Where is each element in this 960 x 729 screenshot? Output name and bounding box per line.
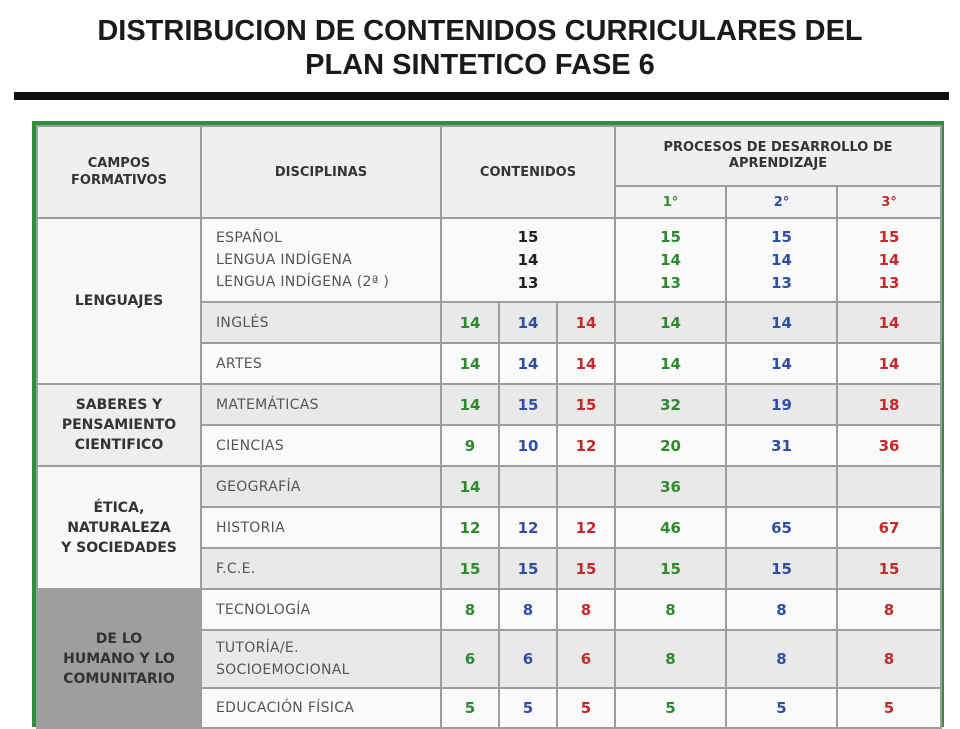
campo-line: COMUNITARIO [63,670,175,687]
contenido-grade-3: 12 [557,507,615,548]
pda-grade-2: 8 [726,589,837,630]
pda-grade-3 [837,218,941,302]
disciplina-line: SOCIOEMOCIONAL [216,662,350,678]
pda-grade-2 [726,466,837,507]
contenido-grade-2 [499,466,557,507]
table-row [37,384,941,425]
disciplina-cell [201,218,441,302]
contenido-grade-3: 12 [557,425,615,466]
pda-grade-2: 31 [726,425,837,466]
pda-value: 13 [878,273,900,292]
campo-line: NATURALEZA [67,519,171,536]
contenido-grade-1: 12 [441,507,499,548]
pda-grade-1: 32 [615,384,726,425]
header-grade-1: 1° [615,186,726,218]
campo-line: CIENTIFICO [74,437,164,453]
disciplina-espanol: ESPAÑOL [216,230,283,246]
contenidos-merged [441,218,615,302]
page-title [0,14,960,82]
contenido-grade-1: 14 [441,384,499,425]
pda-grade-1: 15 [615,548,726,589]
contenido-grade-1: 9 [441,425,499,466]
contenido-grade-3: 14 [557,302,615,343]
pda-grade-1: 14 [615,302,726,343]
header-campos-formativos [37,126,201,218]
contenido-value: 13 [517,273,539,292]
campo-line: HUMANO Y LO [63,650,175,667]
contenido-grade-1: 5 [441,688,499,728]
header-grade-2: 2° [726,186,837,218]
curriculum-table [36,125,942,729]
disciplina-fce: F.C.E. [201,548,441,589]
pda-grade-2: 65 [726,507,837,548]
pda-grade-2: 19 [726,384,837,425]
disciplina-line: TUTORÍA/E. [216,640,299,656]
pda-grade-3: 5 [837,688,941,728]
title-line-1: DISTRIBUCION DE CONTENIDOS CURRICULARES DEL [97,15,863,47]
pda-grade-3: 8 [837,589,941,630]
pda-grade-2: 15 [726,548,837,589]
contenido-value: 14 [517,250,539,269]
disciplina-artes: ARTES [201,343,441,384]
pda-grade-1 [615,218,726,302]
pda-grade-3: 15 [837,548,941,589]
campo-line: PENSAMIENTO [61,417,177,433]
contenido-grade-2: 6 [499,630,557,688]
disciplina-lengua-indigena: LENGUA INDÍGENA [216,252,352,268]
header-grade-3: 3° [837,186,941,218]
pda-grade-3: 36 [837,425,941,466]
pda-grade-2 [726,218,837,302]
pda-grade-3 [837,466,941,507]
pda-value: 13 [771,273,792,292]
title-divider [14,92,949,100]
pda-grade-3: 14 [837,302,941,343]
pda-grade-3: 67 [837,507,941,548]
campo-etica [37,466,201,589]
pda-grade-2: 14 [726,343,837,384]
contenido-grade-1: 14 [441,302,499,343]
pda-grade-2: 14 [726,302,837,343]
header-campos-line-1: CAMPOS [87,156,151,171]
contenido-grade-2: 14 [499,302,557,343]
contenido-grade-1: 14 [441,343,499,384]
disciplina-geografia: GEOGRAFÍA [201,466,441,507]
campo-lenguajes: LENGUAJES [37,218,201,384]
contenido-grade-1: 8 [441,589,499,630]
disciplina-ciencias: CIENCIAS [201,425,441,466]
disciplina-matematicas: MATEMÁTICAS [201,384,441,425]
contenido-grade-1: 14 [441,466,499,507]
pda-value: 15 [660,227,681,246]
contenido-grade-3 [557,466,615,507]
contenido-grade-2: 15 [499,384,557,425]
pda-grade-2: 8 [726,630,837,688]
contenido-grade-2: 8 [499,589,557,630]
header-campos-line-2: FORMATIVOS [71,173,167,188]
campo-line: ÉTICA, [93,499,145,516]
campo-saberes [37,384,201,466]
pda-grade-1: 20 [615,425,726,466]
disciplina-historia: HISTORIA [201,507,441,548]
disciplina-tecnologia: TECNOLOGÍA [201,589,441,630]
header-procesos-line-2: APRENDIZAJE [728,156,828,171]
pda-grade-1: 46 [615,507,726,548]
pda-grade-3: 8 [837,630,941,688]
pda-value: 15 [878,227,900,246]
contenido-grade-1: 15 [441,548,499,589]
contenido-grade-3: 6 [557,630,615,688]
pda-grade-1: 14 [615,343,726,384]
contenido-grade-3: 8 [557,589,615,630]
pda-value: 14 [660,250,681,269]
campo-line: SABERES Y [75,397,163,413]
header-contenidos: CONTENIDOS [441,126,615,218]
pda-value: 15 [771,227,792,246]
disciplina-ingles: INGLÉS [201,302,441,343]
contenido-grade-3: 15 [557,384,615,425]
pda-grade-3: 18 [837,384,941,425]
header-procesos [615,126,941,186]
contenido-grade-2: 5 [499,688,557,728]
header-disciplinas: DISCIPLINAS [201,126,441,218]
pda-value: 13 [660,273,681,292]
pda-value: 14 [771,250,792,269]
campo-line: DE LO [95,630,143,647]
disciplina-educacion-fisica: EDUCACIÓN FÍSICA [201,688,441,728]
contenido-grade-2: 10 [499,425,557,466]
pda-grade-1: 8 [615,589,726,630]
table-row [37,218,941,302]
campo-line: Y SOCIEDADES [61,539,177,556]
pda-grade-2: 5 [726,688,837,728]
contenido-grade-1: 6 [441,630,499,688]
contenido-grade-2: 12 [499,507,557,548]
contenido-grade-3: 14 [557,343,615,384]
pda-grade-1: 5 [615,688,726,728]
contenido-grade-3: 15 [557,548,615,589]
pda-grade-1: 36 [615,466,726,507]
disciplina-tutoria [201,630,441,688]
contenido-grade-2: 15 [499,548,557,589]
table-row [37,589,941,630]
pda-value: 14 [878,250,900,269]
contenido-value: 15 [517,227,539,246]
header-procesos-line-1: PROCESOS DE DESARROLLO DE [663,140,893,155]
campo-humano [37,589,201,728]
title-line-2: PLAN SINTETICO FASE 6 [305,49,655,81]
table-row [37,466,941,507]
contenido-grade-2: 14 [499,343,557,384]
pda-grade-3: 14 [837,343,941,384]
pda-grade-1: 8 [615,630,726,688]
disciplina-lengua-indigena-2: LENGUA INDÍGENA (2ª ) [216,274,390,290]
contenido-grade-3: 5 [557,688,615,728]
